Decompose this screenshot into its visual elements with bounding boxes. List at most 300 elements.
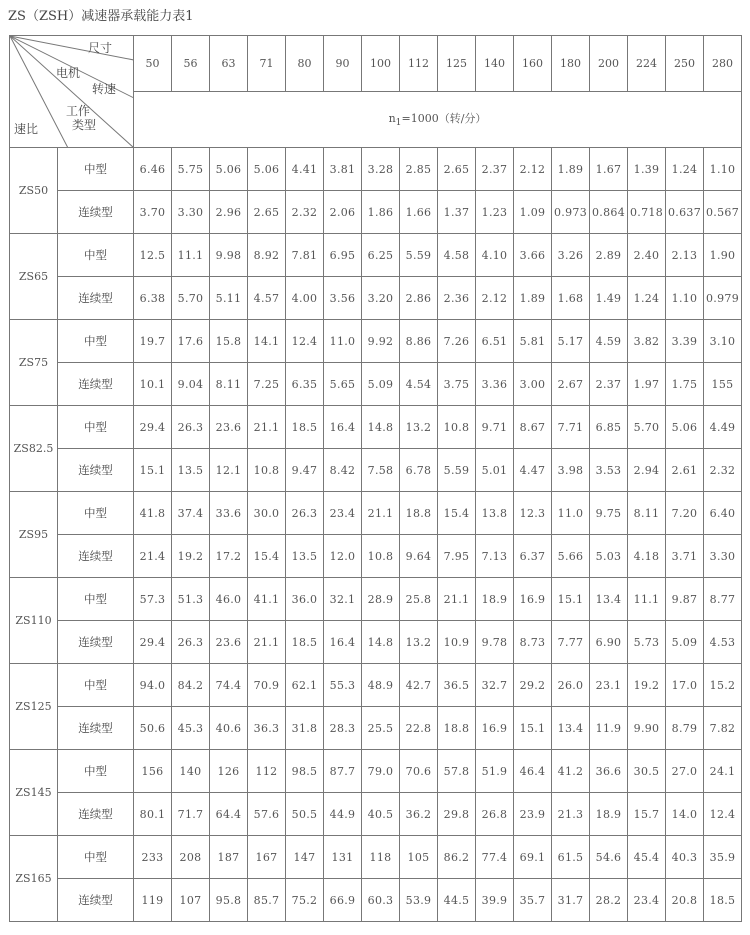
ratio-group-label: ZS110 xyxy=(10,578,58,664)
capacity-value-cell: 41.8 xyxy=(134,492,172,535)
capacity-value-cell: 9.87 xyxy=(666,578,704,621)
capacity-value-cell: 6.37 xyxy=(514,535,552,578)
table-row xyxy=(10,234,742,277)
speed-value: =1000（转/分） xyxy=(401,112,487,126)
capacity-value-cell: 12.4 xyxy=(286,320,324,363)
capacity-value-cell: 3.20 xyxy=(362,277,400,320)
capacity-value-cell: 8.11 xyxy=(628,492,666,535)
capacity-value-cell: 11.0 xyxy=(324,320,362,363)
size-header-63: 63 xyxy=(210,36,248,92)
capacity-value-cell: 8.73 xyxy=(514,621,552,664)
capacity-value-cell: 9.92 xyxy=(362,320,400,363)
capacity-value-cell: 98.5 xyxy=(286,750,324,793)
capacity-value-cell: 85.7 xyxy=(248,879,286,922)
capacity-value-cell: 8.92 xyxy=(248,234,286,277)
capacity-value-cell: 1.68 xyxy=(552,277,590,320)
ratio-group-label: ZS65 xyxy=(10,234,58,320)
corner-work-label: 工作 xyxy=(66,104,91,118)
capacity-value-cell: 15.1 xyxy=(134,449,172,492)
capacity-value-cell: 0.718 xyxy=(628,191,666,234)
capacity-value-cell: 3.39 xyxy=(666,320,704,363)
capacity-value-cell: 5.73 xyxy=(628,621,666,664)
capacity-value-cell: 31.7 xyxy=(552,879,590,922)
capacity-value-cell: 75.2 xyxy=(286,879,324,922)
capacity-value-cell: 50.6 xyxy=(134,707,172,750)
work-type-label: 连续型 xyxy=(58,363,134,406)
capacity-table xyxy=(9,35,742,922)
capacity-value-cell: 1.37 xyxy=(438,191,476,234)
capacity-value-cell: 3.10 xyxy=(704,320,742,363)
capacity-value-cell: 1.49 xyxy=(590,277,628,320)
capacity-value-cell: 46.4 xyxy=(514,750,552,793)
capacity-value-cell: 24.1 xyxy=(704,750,742,793)
capacity-value-cell: 39.9 xyxy=(476,879,514,922)
capacity-value-cell: 2.94 xyxy=(628,449,666,492)
capacity-value-cell: 8.86 xyxy=(400,320,438,363)
ratio-group-label: ZS82.5 xyxy=(10,406,58,492)
capacity-value-cell: 19.7 xyxy=(134,320,172,363)
capacity-value-cell: 5.09 xyxy=(362,363,400,406)
capacity-value-cell: 5.06 xyxy=(666,406,704,449)
work-type-label: 中型 xyxy=(58,492,134,535)
capacity-value-cell: 15.1 xyxy=(514,707,552,750)
table-row xyxy=(10,191,742,234)
capacity-value-cell: 0.637 xyxy=(666,191,704,234)
capacity-value-cell: 15.7 xyxy=(628,793,666,836)
capacity-value-cell: 6.85 xyxy=(590,406,628,449)
capacity-value-cell: 105 xyxy=(400,836,438,879)
capacity-value-cell: 36.5 xyxy=(438,664,476,707)
capacity-value-cell: 1.75 xyxy=(666,363,704,406)
work-type-label: 连续型 xyxy=(58,535,134,578)
capacity-value-cell: 28.9 xyxy=(362,578,400,621)
capacity-value-cell: 21.1 xyxy=(248,406,286,449)
capacity-value-cell: 4.49 xyxy=(704,406,742,449)
capacity-value-cell: 3.36 xyxy=(476,363,514,406)
capacity-value-cell: 2.61 xyxy=(666,449,704,492)
capacity-value-cell: 5.70 xyxy=(172,277,210,320)
capacity-value-cell: 16.9 xyxy=(514,578,552,621)
capacity-value-cell: 7.71 xyxy=(552,406,590,449)
capacity-value-cell: 3.30 xyxy=(704,535,742,578)
capacity-value-cell: 71.7 xyxy=(172,793,210,836)
table-row xyxy=(10,449,742,492)
capacity-value-cell: 9.90 xyxy=(628,707,666,750)
capacity-value-cell: 40.6 xyxy=(210,707,248,750)
size-header-140: 140 xyxy=(476,36,514,92)
capacity-value-cell: 28.2 xyxy=(590,879,628,922)
capacity-value-cell: 7.77 xyxy=(552,621,590,664)
capacity-value-cell: 8.11 xyxy=(210,363,248,406)
capacity-value-cell: 6.35 xyxy=(286,363,324,406)
capacity-value-cell: 7.13 xyxy=(476,535,514,578)
capacity-value-cell: 1.39 xyxy=(628,148,666,191)
capacity-value-cell: 18.9 xyxy=(590,793,628,836)
capacity-value-cell: 1.10 xyxy=(666,277,704,320)
capacity-value-cell: 4.57 xyxy=(248,277,286,320)
motor-speed-cell xyxy=(134,92,742,148)
speed-n-subscript: 1 xyxy=(395,117,402,129)
capacity-value-cell: 208 xyxy=(172,836,210,879)
capacity-value-cell: 23.9 xyxy=(514,793,552,836)
capacity-value-cell: 36.0 xyxy=(286,578,324,621)
size-header-180: 180 xyxy=(552,36,590,92)
capacity-value-cell: 0.567 xyxy=(704,191,742,234)
capacity-value-cell: 4.47 xyxy=(514,449,552,492)
capacity-value-cell: 5.11 xyxy=(210,277,248,320)
work-type-label: 中型 xyxy=(58,750,134,793)
capacity-value-cell: 40.3 xyxy=(666,836,704,879)
size-header-200: 200 xyxy=(590,36,628,92)
capacity-value-cell: 25.8 xyxy=(400,578,438,621)
capacity-value-cell: 1.23 xyxy=(476,191,514,234)
size-header-250: 250 xyxy=(666,36,704,92)
capacity-value-cell: 45.3 xyxy=(172,707,210,750)
capacity-value-cell: 20.8 xyxy=(666,879,704,922)
capacity-value-cell: 7.26 xyxy=(438,320,476,363)
capacity-value-cell: 2.65 xyxy=(248,191,286,234)
capacity-value-cell: 3.98 xyxy=(552,449,590,492)
capacity-value-cell: 28.3 xyxy=(324,707,362,750)
work-type-label: 中型 xyxy=(58,234,134,277)
capacity-value-cell: 12.5 xyxy=(134,234,172,277)
capacity-value-cell: 3.26 xyxy=(552,234,590,277)
capacity-value-cell: 7.81 xyxy=(286,234,324,277)
capacity-value-cell: 0.864 xyxy=(590,191,628,234)
capacity-value-cell: 29.8 xyxy=(438,793,476,836)
capacity-value-cell: 80.1 xyxy=(134,793,172,836)
capacity-value-cell: 5.09 xyxy=(666,621,704,664)
capacity-value-cell: 1.89 xyxy=(514,277,552,320)
capacity-value-cell: 5.03 xyxy=(590,535,628,578)
capacity-value-cell: 18.8 xyxy=(438,707,476,750)
capacity-value-cell: 2.13 xyxy=(666,234,704,277)
capacity-value-cell: 2.12 xyxy=(514,148,552,191)
capacity-value-cell: 17.2 xyxy=(210,535,248,578)
capacity-value-cell: 233 xyxy=(134,836,172,879)
table-row xyxy=(10,277,742,320)
capacity-value-cell: 10.1 xyxy=(134,363,172,406)
capacity-value-cell: 7.95 xyxy=(438,535,476,578)
capacity-value-cell: 87.7 xyxy=(324,750,362,793)
capacity-value-cell: 107 xyxy=(172,879,210,922)
capacity-value-cell: 15.1 xyxy=(552,578,590,621)
work-type-label: 中型 xyxy=(58,578,134,621)
capacity-value-cell: 18.5 xyxy=(286,621,324,664)
capacity-value-cell: 35.7 xyxy=(514,879,552,922)
capacity-value-cell: 15.4 xyxy=(438,492,476,535)
capacity-value-cell: 2.85 xyxy=(400,148,438,191)
capacity-value-cell: 6.78 xyxy=(400,449,438,492)
capacity-value-cell: 6.46 xyxy=(134,148,172,191)
capacity-value-cell: 16.4 xyxy=(324,621,362,664)
capacity-value-cell: 26.3 xyxy=(172,406,210,449)
capacity-value-cell: 9.47 xyxy=(286,449,324,492)
capacity-value-cell: 2.32 xyxy=(704,449,742,492)
capacity-value-cell: 5.59 xyxy=(400,234,438,277)
capacity-value-cell: 64.4 xyxy=(210,793,248,836)
table-row xyxy=(10,621,742,664)
capacity-value-cell: 7.25 xyxy=(248,363,286,406)
capacity-value-cell: 54.6 xyxy=(590,836,628,879)
capacity-value-cell: 21.3 xyxy=(552,793,590,836)
size-header-50: 50 xyxy=(134,36,172,92)
capacity-value-cell: 3.00 xyxy=(514,363,552,406)
capacity-value-cell: 84.2 xyxy=(172,664,210,707)
capacity-value-cell: 41.1 xyxy=(248,578,286,621)
capacity-value-cell: 1.09 xyxy=(514,191,552,234)
capacity-value-cell: 36.6 xyxy=(590,750,628,793)
capacity-value-cell: 9.71 xyxy=(476,406,514,449)
capacity-value-cell: 36.3 xyxy=(248,707,286,750)
ratio-group-label: ZS75 xyxy=(10,320,58,406)
table-row xyxy=(10,363,742,406)
capacity-value-cell: 70.9 xyxy=(248,664,286,707)
capacity-value-cell: 86.2 xyxy=(438,836,476,879)
work-type-label: 连续型 xyxy=(58,793,134,836)
capacity-value-cell: 5.75 xyxy=(172,148,210,191)
table-row xyxy=(10,707,742,750)
capacity-value-cell: 9.78 xyxy=(476,621,514,664)
capacity-value-cell: 1.86 xyxy=(362,191,400,234)
capacity-value-cell: 9.75 xyxy=(590,492,628,535)
capacity-value-cell: 5.65 xyxy=(324,363,362,406)
capacity-value-cell: 51.9 xyxy=(476,750,514,793)
size-header-80: 80 xyxy=(286,36,324,92)
corner-ratio-label: 速比 xyxy=(14,122,39,136)
capacity-value-cell: 3.56 xyxy=(324,277,362,320)
capacity-value-cell: 36.2 xyxy=(400,793,438,836)
capacity-value-cell: 6.51 xyxy=(476,320,514,363)
capacity-value-cell: 5.81 xyxy=(514,320,552,363)
capacity-value-cell: 10.9 xyxy=(438,621,476,664)
capacity-value-cell: 119 xyxy=(134,879,172,922)
capacity-value-cell: 3.66 xyxy=(514,234,552,277)
capacity-value-cell: 94.0 xyxy=(134,664,172,707)
ratio-group-label: ZS50 xyxy=(10,148,58,234)
capacity-value-cell: 57.8 xyxy=(438,750,476,793)
table-row xyxy=(10,664,742,707)
capacity-value-cell: 2.36 xyxy=(438,277,476,320)
capacity-value-cell: 7.58 xyxy=(362,449,400,492)
capacity-value-cell: 14.0 xyxy=(666,793,704,836)
capacity-value-cell: 15.2 xyxy=(704,664,742,707)
header-corner-cell xyxy=(10,36,134,148)
size-header-224: 224 xyxy=(628,36,666,92)
table-row xyxy=(10,148,742,191)
table-row xyxy=(10,492,742,535)
capacity-value-cell: 3.82 xyxy=(628,320,666,363)
capacity-value-cell: 31.8 xyxy=(286,707,324,750)
table-row xyxy=(10,535,742,578)
capacity-value-cell: 2.89 xyxy=(590,234,628,277)
capacity-value-cell: 4.18 xyxy=(628,535,666,578)
capacity-value-cell: 6.38 xyxy=(134,277,172,320)
capacity-value-cell: 7.20 xyxy=(666,492,704,535)
capacity-value-cell: 15.8 xyxy=(210,320,248,363)
capacity-value-cell: 13.8 xyxy=(476,492,514,535)
capacity-value-cell: 23.1 xyxy=(590,664,628,707)
size-header-71: 71 xyxy=(248,36,286,92)
capacity-value-cell: 9.64 xyxy=(400,535,438,578)
capacity-value-cell: 27.0 xyxy=(666,750,704,793)
work-type-label: 中型 xyxy=(58,836,134,879)
capacity-value-cell: 5.70 xyxy=(628,406,666,449)
capacity-value-cell: 29.2 xyxy=(514,664,552,707)
work-type-label: 连续型 xyxy=(58,449,134,492)
size-header-100: 100 xyxy=(362,36,400,92)
capacity-value-cell: 1.90 xyxy=(704,234,742,277)
capacity-value-cell: 30.0 xyxy=(248,492,286,535)
capacity-value-cell: 5.01 xyxy=(476,449,514,492)
capacity-value-cell: 32.1 xyxy=(324,578,362,621)
capacity-value-cell: 23.4 xyxy=(324,492,362,535)
capacity-value-cell: 8.67 xyxy=(514,406,552,449)
work-type-label: 连续型 xyxy=(58,707,134,750)
capacity-value-cell: 0.973 xyxy=(552,191,590,234)
capacity-value-cell: 4.54 xyxy=(400,363,438,406)
capacity-value-cell: 25.5 xyxy=(362,707,400,750)
capacity-value-cell: 10.8 xyxy=(438,406,476,449)
capacity-value-cell: 5.17 xyxy=(552,320,590,363)
capacity-value-cell: 2.32 xyxy=(286,191,324,234)
capacity-value-cell: 26.0 xyxy=(552,664,590,707)
capacity-value-cell: 5.59 xyxy=(438,449,476,492)
corner-motor-label: 电机 xyxy=(56,66,81,80)
capacity-value-cell: 187 xyxy=(210,836,248,879)
capacity-value-cell: 12.3 xyxy=(514,492,552,535)
ratio-group-label: ZS165 xyxy=(10,836,58,922)
capacity-value-cell: 19.2 xyxy=(628,664,666,707)
capacity-value-cell: 21.1 xyxy=(248,621,286,664)
capacity-value-cell: 1.67 xyxy=(590,148,628,191)
capacity-value-cell: 32.7 xyxy=(476,664,514,707)
capacity-value-cell: 140 xyxy=(172,750,210,793)
capacity-value-cell: 2.12 xyxy=(476,277,514,320)
capacity-value-cell: 4.58 xyxy=(438,234,476,277)
work-type-label: 连续型 xyxy=(58,879,134,922)
capacity-value-cell: 2.86 xyxy=(400,277,438,320)
capacity-value-cell: 4.00 xyxy=(286,277,324,320)
capacity-value-cell: 70.6 xyxy=(400,750,438,793)
capacity-value-cell: 29.4 xyxy=(134,621,172,664)
capacity-value-cell: 26.8 xyxy=(476,793,514,836)
size-header-125: 125 xyxy=(438,36,476,92)
size-header-160: 160 xyxy=(514,36,552,92)
capacity-value-cell: 16.9 xyxy=(476,707,514,750)
capacity-value-cell: 8.42 xyxy=(324,449,362,492)
size-header-112: 112 xyxy=(400,36,438,92)
capacity-value-cell: 57.6 xyxy=(248,793,286,836)
size-header-280: 280 xyxy=(704,36,742,92)
work-type-label: 中型 xyxy=(58,320,134,363)
corner-type-label: 类型 xyxy=(72,118,97,132)
ratio-group-label: ZS95 xyxy=(10,492,58,578)
capacity-value-cell: 21.4 xyxy=(134,535,172,578)
capacity-value-cell: 2.40 xyxy=(628,234,666,277)
capacity-value-cell: 11.0 xyxy=(552,492,590,535)
capacity-value-cell: 33.6 xyxy=(210,492,248,535)
capacity-value-cell: 6.95 xyxy=(324,234,362,277)
work-type-label: 中型 xyxy=(58,664,134,707)
capacity-value-cell: 50.5 xyxy=(286,793,324,836)
capacity-value-cell: 5.06 xyxy=(248,148,286,191)
capacity-value-cell: 37.4 xyxy=(172,492,210,535)
capacity-value-cell: 18.8 xyxy=(400,492,438,535)
capacity-value-cell: 74.4 xyxy=(210,664,248,707)
capacity-value-cell: 13.4 xyxy=(590,578,628,621)
capacity-value-cell: 1.24 xyxy=(666,148,704,191)
capacity-value-cell: 13.5 xyxy=(172,449,210,492)
capacity-value-cell: 40.5 xyxy=(362,793,400,836)
work-type-label: 中型 xyxy=(58,406,134,449)
capacity-value-cell: 35.9 xyxy=(704,836,742,879)
capacity-value-cell: 2.37 xyxy=(476,148,514,191)
capacity-value-cell: 11.1 xyxy=(628,578,666,621)
capacity-value-cell: 23.6 xyxy=(210,621,248,664)
capacity-value-cell: 131 xyxy=(324,836,362,879)
capacity-value-cell: 1.24 xyxy=(628,277,666,320)
capacity-value-cell: 4.59 xyxy=(590,320,628,363)
ratio-group-label: ZS145 xyxy=(10,750,58,836)
capacity-value-cell: 41.2 xyxy=(552,750,590,793)
capacity-value-cell: 2.65 xyxy=(438,148,476,191)
capacity-value-cell: 3.28 xyxy=(362,148,400,191)
capacity-value-cell: 147 xyxy=(286,836,324,879)
capacity-value-cell: 8.79 xyxy=(666,707,704,750)
table-row xyxy=(10,320,742,363)
capacity-value-cell: 13.5 xyxy=(286,535,324,578)
capacity-value-cell: 18.5 xyxy=(704,879,742,922)
capacity-value-cell: 14.1 xyxy=(248,320,286,363)
capacity-value-cell: 55.3 xyxy=(324,664,362,707)
capacity-value-cell: 3.81 xyxy=(324,148,362,191)
capacity-value-cell: 5.06 xyxy=(210,148,248,191)
capacity-value-cell: 19.2 xyxy=(172,535,210,578)
capacity-value-cell: 42.7 xyxy=(400,664,438,707)
capacity-value-cell: 5.66 xyxy=(552,535,590,578)
capacity-value-cell: 2.37 xyxy=(590,363,628,406)
capacity-value-cell: 14.8 xyxy=(362,621,400,664)
capacity-value-cell: 9.04 xyxy=(172,363,210,406)
capacity-value-cell: 53.9 xyxy=(400,879,438,922)
capacity-value-cell: 3.71 xyxy=(666,535,704,578)
table-row xyxy=(10,879,742,922)
capacity-value-cell: 3.53 xyxy=(590,449,628,492)
capacity-value-cell: 17.6 xyxy=(172,320,210,363)
corner-size-label: 尺寸 xyxy=(88,41,113,55)
capacity-value-cell: 15.4 xyxy=(248,535,286,578)
capacity-value-cell: 3.70 xyxy=(134,191,172,234)
capacity-value-cell: 69.1 xyxy=(514,836,552,879)
capacity-value-cell: 126 xyxy=(210,750,248,793)
capacity-value-cell: 118 xyxy=(362,836,400,879)
capacity-value-cell: 4.10 xyxy=(476,234,514,277)
capacity-value-cell: 6.25 xyxy=(362,234,400,277)
capacity-value-cell: 30.5 xyxy=(628,750,666,793)
capacity-value-cell: 10.8 xyxy=(248,449,286,492)
capacity-value-cell: 1.97 xyxy=(628,363,666,406)
work-type-label: 连续型 xyxy=(58,191,134,234)
size-header-90: 90 xyxy=(324,36,362,92)
capacity-value-cell: 62.1 xyxy=(286,664,324,707)
capacity-value-cell: 0.979 xyxy=(704,277,742,320)
capacity-value-cell: 57.3 xyxy=(134,578,172,621)
capacity-value-cell: 112 xyxy=(248,750,286,793)
capacity-value-cell: 77.4 xyxy=(476,836,514,879)
capacity-value-cell: 11.9 xyxy=(590,707,628,750)
ratio-group-label: ZS125 xyxy=(10,664,58,750)
